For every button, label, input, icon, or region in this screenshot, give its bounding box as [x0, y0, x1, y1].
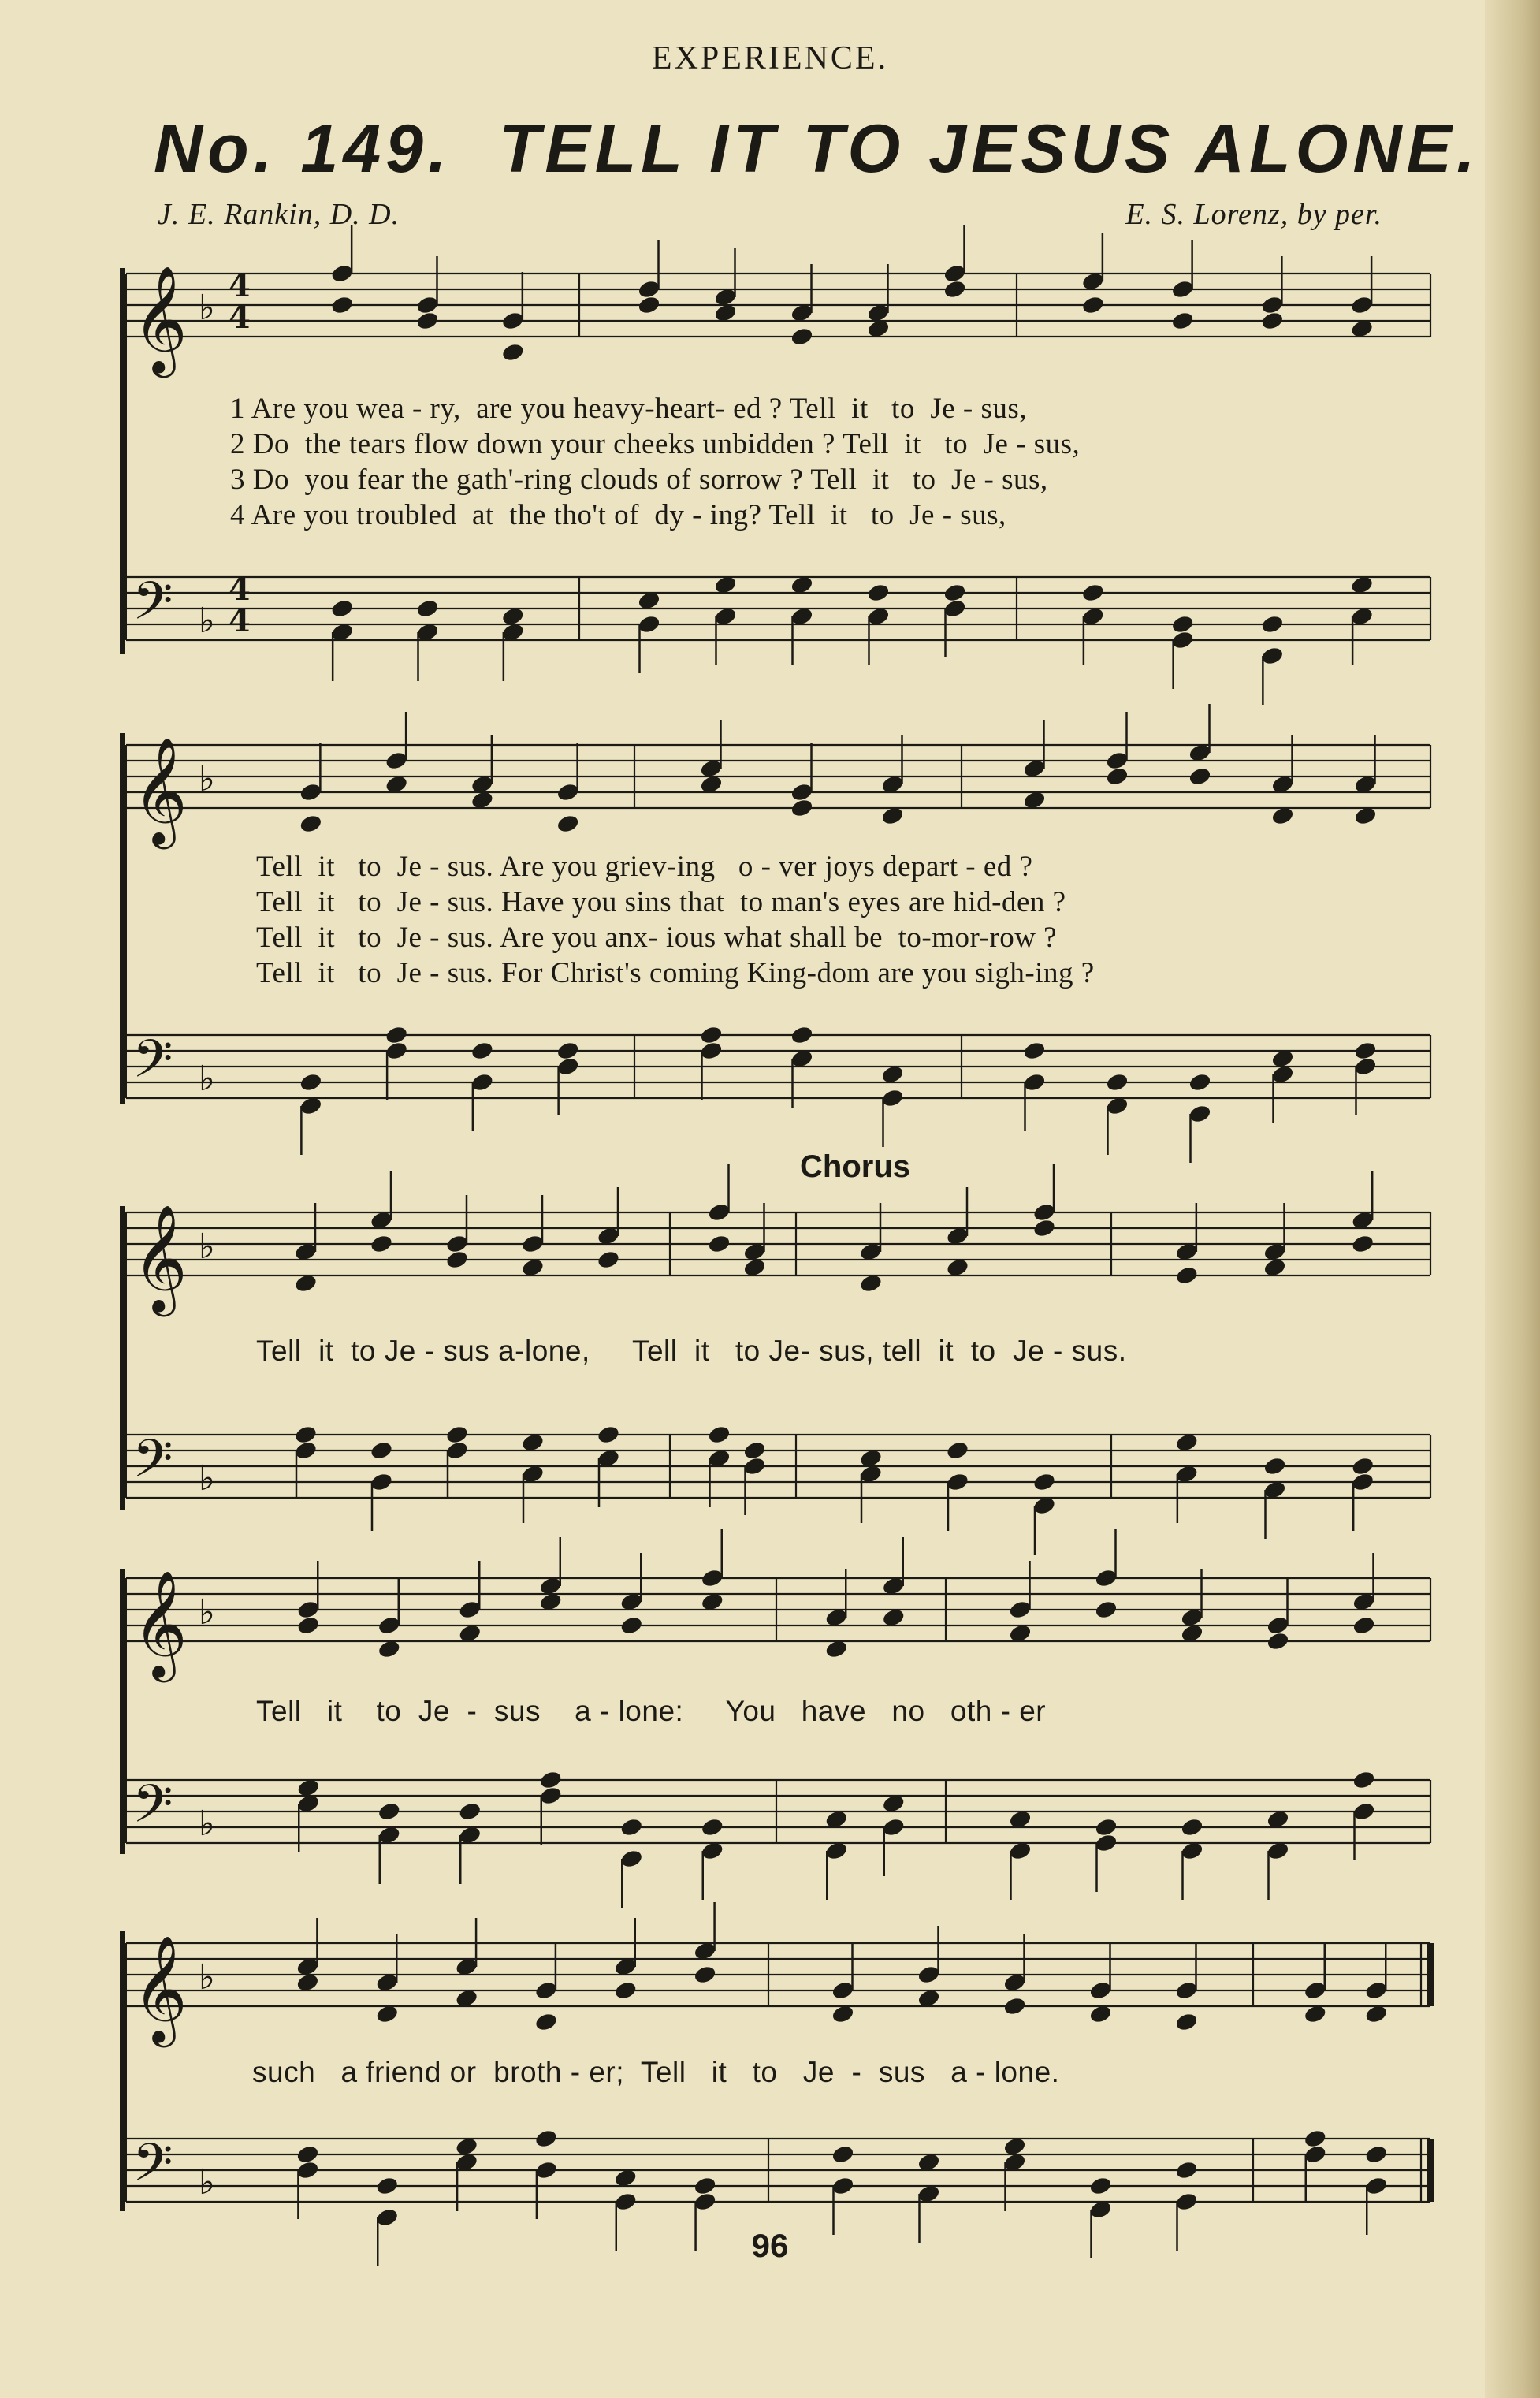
note-head — [1188, 1072, 1212, 1093]
note-head — [377, 1801, 401, 1822]
note-head — [1364, 2144, 1389, 2165]
note-head — [619, 1817, 644, 1838]
hymn-title: TELL IT TO JESUS ALONE. — [498, 111, 1480, 187]
time-signature-digit: 4 — [229, 267, 251, 304]
page-number: 96 — [751, 2227, 789, 2264]
note-head — [375, 2176, 400, 2196]
note-head — [470, 1041, 494, 1061]
note-head — [1180, 1817, 1204, 1838]
note-head — [1081, 295, 1105, 315]
note-head — [296, 2144, 320, 2165]
flat-icon: ♭ — [199, 1458, 215, 1499]
note-head — [445, 1249, 470, 1270]
note-head — [415, 311, 440, 331]
note-head — [1352, 1615, 1376, 1636]
time-signature-digit: 4 — [229, 299, 251, 336]
note-head — [699, 1025, 724, 1045]
note-head — [1351, 1456, 1375, 1476]
note-head — [458, 1801, 482, 1822]
note-head — [1188, 766, 1212, 787]
note-head — [1105, 1072, 1129, 1093]
system-bracket — [120, 1206, 125, 1510]
composer-credit: E. S. Lorenz, by per. — [1125, 198, 1382, 231]
flat-icon: ♭ — [199, 1957, 215, 1998]
note-head — [613, 1980, 638, 2001]
bass-clef-icon: 𝄢 — [132, 571, 173, 644]
note-head — [1032, 1218, 1057, 1238]
note-head — [556, 1041, 580, 1061]
note-head — [946, 1440, 970, 1461]
note-head — [1352, 1770, 1376, 1790]
note-head — [597, 1424, 621, 1445]
note-head — [445, 1424, 470, 1445]
note-head — [1170, 311, 1195, 331]
system-bracket — [120, 1569, 125, 1854]
flat-icon: ♭ — [199, 1059, 215, 1099]
system-bracket — [120, 733, 125, 1104]
note-head — [1303, 2128, 1327, 2149]
note-head — [1088, 2176, 1113, 2196]
verse-4-line-1: 4 Are you troubled at the tho't of dy - ing? Tell it to Je - sus, — [230, 499, 1006, 531]
bass-clef-icon: 𝄢 — [132, 1029, 173, 1102]
note-head — [1260, 311, 1285, 331]
verse-3-line-2: Tell it to Je - sus. Are you anx- ious what shall be to-mor-row ? — [256, 922, 1058, 954]
note-head — [296, 1615, 321, 1636]
note-head — [693, 1964, 717, 1985]
verse-3-line-1: 3 Do you fear the gath'-ring clouds of sorrow ? Tell it to Je - sus, — [230, 464, 1048, 496]
running-head: EXPERIENCE. — [651, 40, 889, 76]
chorus-line-1: Tell it to Je - sus a-lone, Tell it to Je- sus, tell it to Je - sus. — [256, 1335, 1127, 1367]
note-head — [943, 279, 967, 300]
note-head — [707, 1234, 731, 1254]
note-head — [415, 598, 440, 619]
note-head — [1351, 1234, 1375, 1254]
verse-2-line-1: 2 Do the tears flow down your cheeks unbidden ? Tell it to Je - sus, — [230, 428, 1081, 460]
note-head — [1174, 2160, 1199, 2180]
note-head — [500, 342, 525, 363]
flat-icon: ♭ — [199, 1227, 215, 1267]
verse-1-line-2: Tell it to Je - sus. Are you griev-ing o - ver joys depart - ed ? — [256, 851, 1033, 883]
note-head — [790, 798, 814, 818]
treble-clef-icon: 𝄞 — [132, 1934, 188, 2042]
flat-icon: ♭ — [199, 1804, 215, 1844]
note-head — [1353, 1041, 1378, 1061]
flat-icon: ♭ — [199, 288, 215, 328]
treble-clef-icon: 𝄞 — [132, 264, 188, 373]
treble-clef-icon: 𝄞 — [132, 1203, 188, 1312]
note-head — [637, 295, 661, 315]
note-head — [299, 814, 323, 834]
note-head — [370, 1440, 394, 1461]
note-head — [370, 1234, 394, 1254]
note-head — [700, 1817, 724, 1838]
note-head — [538, 1770, 563, 1790]
note-head — [866, 583, 891, 603]
system-bracket — [120, 268, 125, 654]
note-head — [1081, 583, 1105, 603]
chorus-line-2: Tell it to Je - sus a - lone: You have no oth - er — [256, 1695, 1047, 1727]
note-head — [1174, 2012, 1199, 2032]
note-head — [619, 1615, 644, 1636]
treble-clef-icon: 𝄞 — [132, 1569, 188, 1677]
note-head — [707, 1424, 731, 1445]
note-head — [1022, 1041, 1047, 1061]
note-head — [556, 814, 580, 834]
hymn-title-line — [154, 110, 1480, 188]
note-head — [790, 1025, 814, 1045]
note-head — [1260, 614, 1285, 635]
treble-clef-icon: 𝄞 — [132, 735, 188, 844]
time-signature-digit: 4 — [229, 602, 251, 639]
note-head — [330, 598, 355, 619]
note-head — [1170, 614, 1195, 635]
note-head — [1174, 1265, 1199, 1286]
note-head — [299, 1072, 323, 1093]
note-head — [1002, 1996, 1027, 2016]
time-signature-digit: 4 — [229, 571, 251, 608]
flat-icon: ♭ — [199, 1592, 215, 1633]
chorus-line-3: such a friend or broth - er; Tell it to Je - sus a - lone. — [252, 2056, 1060, 2088]
hymn-number: No. 149. — [154, 111, 452, 187]
note-head — [1094, 1817, 1118, 1838]
note-head — [1094, 1599, 1118, 1620]
lyricist-credit: J. E. Rankin, D. D. — [158, 198, 400, 231]
note-head — [534, 2128, 558, 2149]
note-head — [790, 326, 814, 347]
note-head — [943, 583, 967, 603]
flat-icon: ♭ — [199, 601, 215, 641]
note-head — [742, 1440, 767, 1461]
note-head — [831, 2144, 855, 2165]
note-head — [1032, 1472, 1057, 1492]
note-head — [330, 295, 355, 315]
note-head — [534, 2012, 558, 2032]
note-head — [1266, 1631, 1290, 1651]
note-head — [294, 1424, 318, 1445]
flat-icon: ♭ — [199, 759, 215, 799]
system-bracket — [120, 1931, 125, 2211]
bass-clef-icon: 𝄢 — [132, 2132, 173, 2206]
verse-1-line-1: 1 Are you wea - ry, are you heavy-heart- ed ? Tell it to Je - sus, — [230, 393, 1028, 425]
note-head — [1105, 766, 1129, 787]
note-head — [693, 2176, 717, 2196]
bass-clef-icon: 𝄢 — [132, 1428, 173, 1502]
chorus-label: Chorus — [800, 1149, 910, 1184]
note-head — [597, 1249, 621, 1270]
verse-4-line-2: Tell it to Je - sus. For Christ's coming King-dom are you sigh-ing ? — [256, 957, 1095, 989]
note-head — [1263, 1456, 1287, 1476]
verse-2-line-2: Tell it to Je - sus. Have you sins that to man's eyes are hid-den ? — [256, 886, 1066, 918]
note-head — [385, 1025, 409, 1045]
flat-icon: ♭ — [199, 2162, 215, 2203]
bass-clef-icon: 𝄢 — [132, 1774, 173, 1847]
